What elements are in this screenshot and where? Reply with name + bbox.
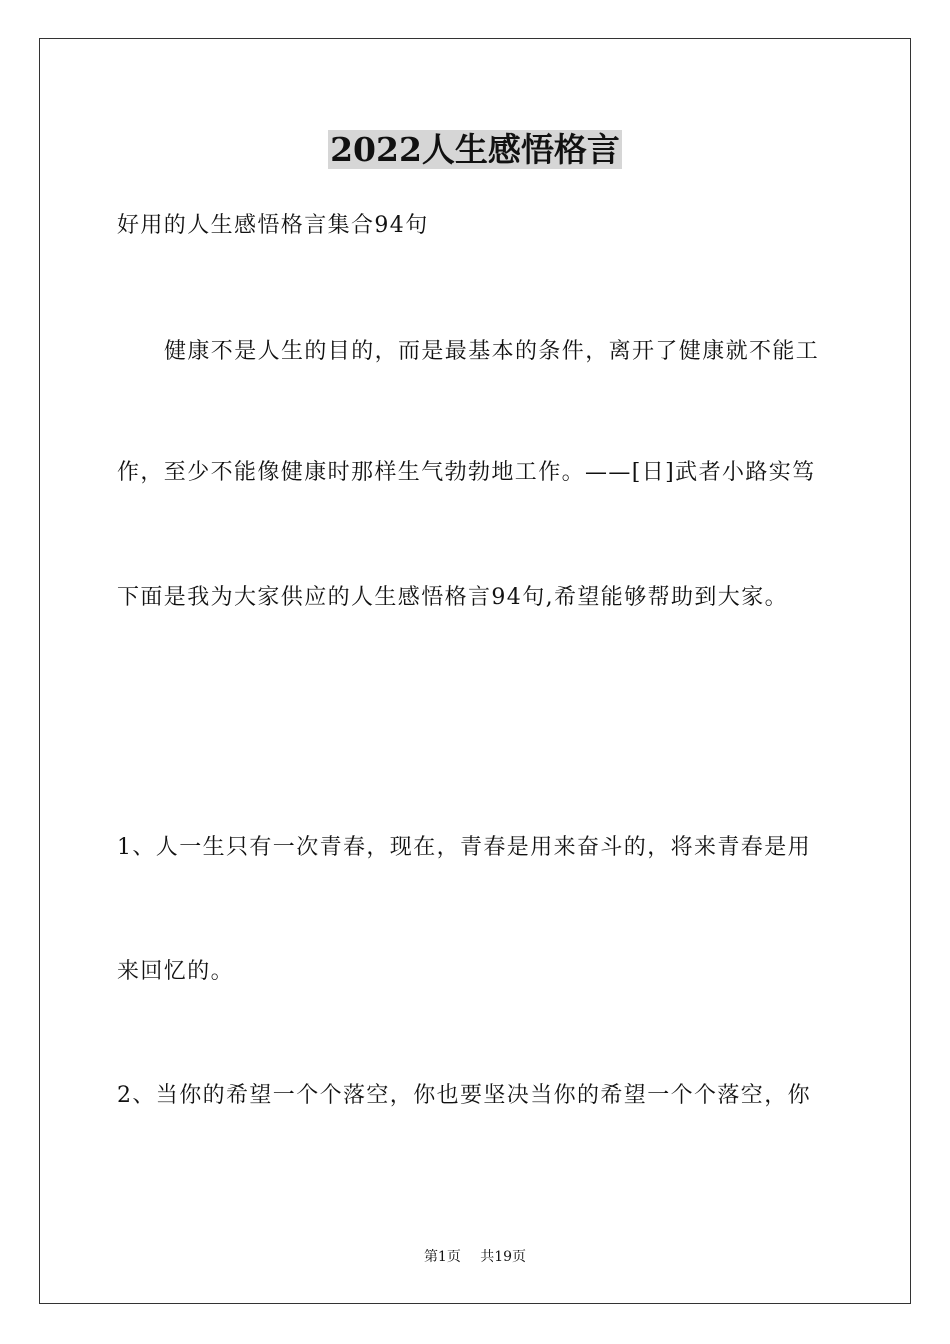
intro-paragraph: 下面是我为大家供应的人生感悟格言94句,希望能够帮助到大家。 [117,585,788,610]
document-title-text: 2022人生感悟格言 [330,130,620,169]
quote-line-2: 作，至少不能像健康时那样生气勃勃地工作。——[日]武者小路实笃 [117,460,816,485]
item-1-line-2: 来回忆的。 [117,959,235,984]
document-subtitle: 好用的人生感悟格言集合94句 [117,213,429,238]
quote-line-1: 健康不是人生的目的，而是最基本的条件，离开了健康就不能工 [164,339,820,364]
total-pages-label: 共19页 [480,1249,527,1265]
current-page-label: 第1页 [423,1249,461,1265]
item-1-line-1: 1、人一生只有一次青春，现在，青春是用来奋斗的，将来青春是用 [117,835,811,860]
item-2-line-1: 2、当你的希望一个个落空，你也要坚决当你的希望一个个落空，你 [117,1083,811,1108]
page-footer [0,1248,950,1266]
document-title [0,128,950,172]
